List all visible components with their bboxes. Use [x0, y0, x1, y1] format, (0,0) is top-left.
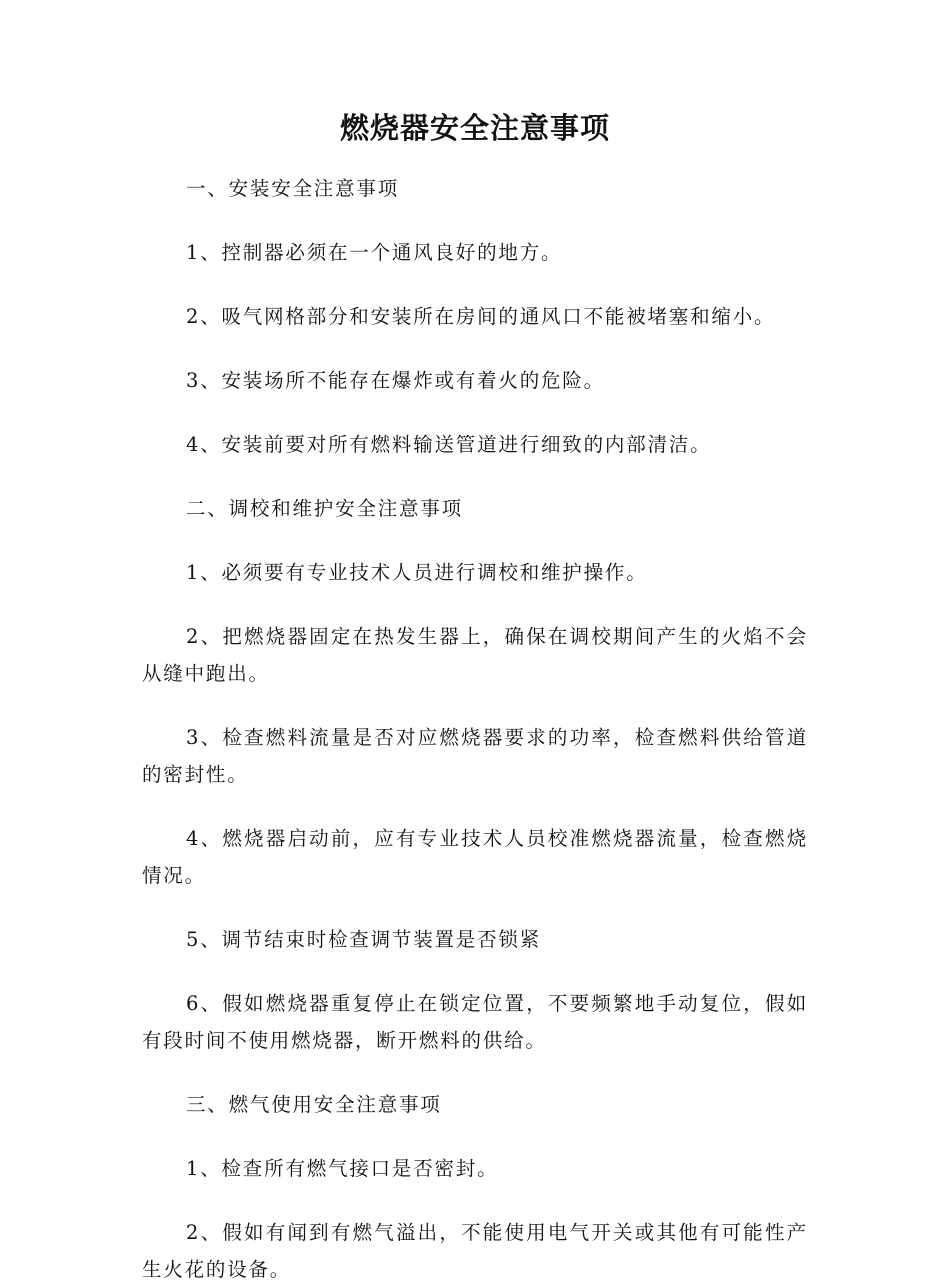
paragraph: 1、检查所有燃气接口是否密封。 — [186, 1157, 499, 1180]
section-heading-installation: 一、安装安全注意事项 — [186, 177, 400, 200]
section-heading-maintenance: 二、调校和维护安全注意事项 — [186, 497, 463, 520]
paragraph: 1、必须要有专业技术人员进行调校和维护操作。 — [186, 561, 648, 584]
paragraph: 3、检查燃料流量是否对应燃烧器要求的功率，检查燃料供给管道的密封性。 — [142, 726, 808, 786]
section-heading-gas-usage: 三、燃气使用安全注意事项 — [186, 1093, 442, 1116]
paragraph: 2、把燃烧器固定在热发生器上，确保在调校期间产生的火焰不会从缝中跑出。 — [142, 625, 808, 685]
paragraph: 3、安装场所不能存在爆炸或有着火的危险。 — [186, 369, 605, 392]
paragraph: 4、燃烧器启动前，应有专业技术人员校准燃烧器流量，检查燃烧情况。 — [142, 827, 808, 887]
paragraph: 6、假如燃烧器重复停止在锁定位置，不要频繁地手动复位，假如有段时间不使用燃烧器，断开燃料的供给。 — [142, 992, 808, 1052]
paragraph: 1、控制器必须在一个通风良好的地方。 — [186, 241, 563, 264]
paragraph: 2、吸气网格部分和安装所在房间的通风口不能被堵塞和缩小。 — [186, 305, 776, 328]
paragraph: 2、假如有闻到有燃气溢出，不能使用电气开关或其他有可能性产生火花的设备。 — [142, 1221, 808, 1281]
paragraph: 4、安装前要对所有燃料输送管道进行细致的内部清洁。 — [186, 433, 712, 456]
paragraph: 5、调节结束时检查调节装置是否锁紧 — [186, 928, 542, 951]
document-title: 燃烧器安全注意事项 — [339, 111, 610, 145]
